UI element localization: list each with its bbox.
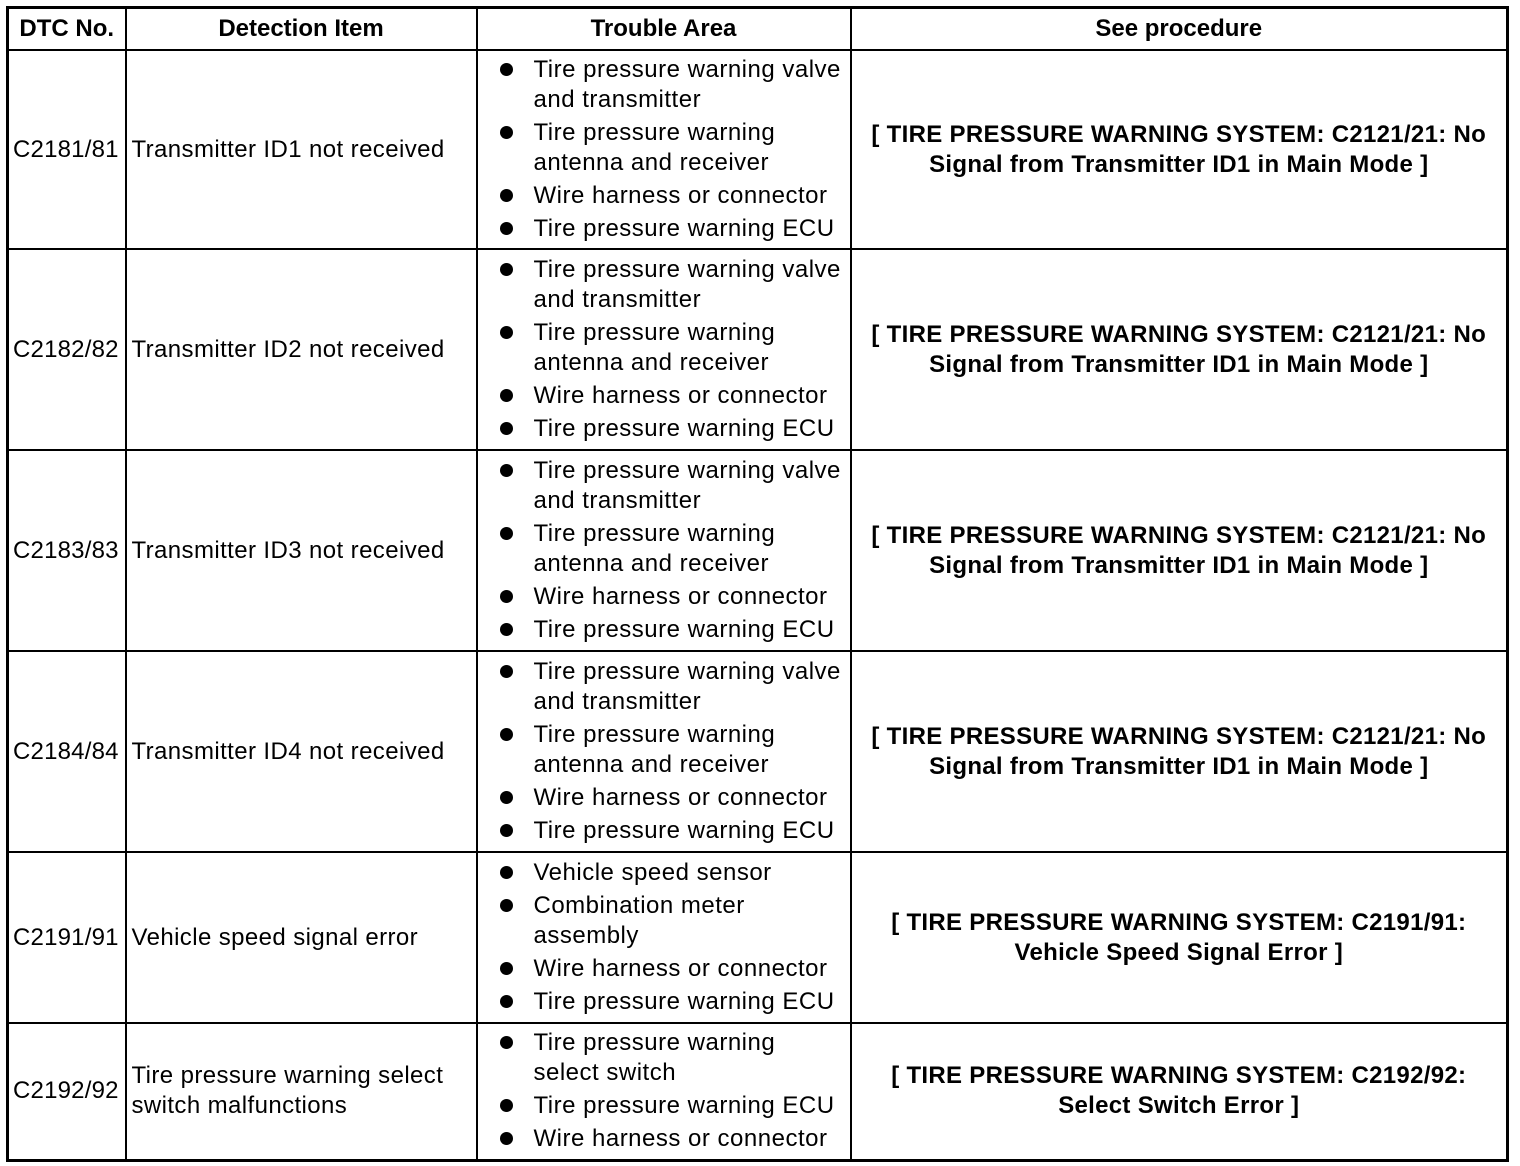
list-item [500, 720, 844, 780]
trouble-area-text: Tire pressure warning valve and transmitter [533, 658, 841, 715]
trouble-area-cell [477, 249, 851, 450]
trouble-area-text: Tire pressure warning valve and transmitter [533, 457, 841, 514]
bullet-icon [500, 126, 513, 139]
dtc-table [6, 6, 1509, 1162]
list-item [500, 1124, 844, 1154]
bullet-icon [500, 63, 513, 76]
procedure-link[interactable]: [ TIRE PRESSURE WARNING SYSTEM: C2121/21: No Signal from Transmitter ID1 in Main Mode ] [851, 651, 1508, 852]
procedure-link[interactable]: [ TIRE PRESSURE WARNING SYSTEM: C2121/21: No Signal from Transmitter ID1 in Main Mode ] [851, 450, 1508, 651]
trouble-area-list [500, 858, 844, 1017]
bullet-icon [500, 464, 513, 477]
bullet-icon [500, 1036, 513, 1049]
dtc-code: C2191/91 [8, 852, 126, 1023]
trouble-area-text: Wire harness or connector [533, 382, 828, 409]
dtc-code: C2183/83 [8, 450, 126, 651]
detection-item: Transmitter ID2 not received [126, 249, 477, 450]
bullet-icon [500, 590, 513, 603]
dtc-code: C2182/82 [8, 249, 126, 450]
procedure-link[interactable]: [ TIRE PRESSURE WARNING SYSTEM: C2121/21: No Signal from Transmitter ID1 in Main Mode ] [851, 249, 1508, 450]
list-item [500, 118, 844, 178]
list-item [500, 582, 844, 612]
table-row [8, 50, 1508, 249]
detection-item: Tire pressure warning select switch malfunctions [126, 1023, 477, 1160]
table-row [8, 852, 1508, 1023]
trouble-area-list [500, 255, 844, 444]
trouble-area-cell [477, 1023, 851, 1160]
trouble-area-text: Vehicle speed sensor [533, 859, 772, 886]
list-item [500, 891, 844, 951]
detection-item: Transmitter ID4 not received [126, 651, 477, 852]
dtc-code: C2192/92 [8, 1023, 126, 1160]
bullet-icon [500, 866, 513, 879]
trouble-area-list [500, 1028, 844, 1154]
trouble-area-text: Tire pressure warning valve and transmitter [533, 256, 841, 313]
list-item [500, 858, 844, 888]
list-item [500, 954, 844, 984]
list-item [500, 255, 844, 315]
bullet-icon [500, 389, 513, 402]
bullet-icon [500, 995, 513, 1008]
bullet-icon [500, 623, 513, 636]
bullet-icon [500, 422, 513, 435]
trouble-area-list [500, 55, 844, 244]
trouble-area-text: Wire harness or connector [533, 583, 828, 610]
trouble-area-text: Wire harness or connector [533, 1125, 828, 1153]
bullet-icon [500, 326, 513, 339]
trouble-area-text: Tire pressure warning ECU [533, 215, 835, 242]
bullet-icon [500, 1099, 513, 1112]
trouble-area-cell [477, 50, 851, 249]
list-item [500, 783, 844, 813]
dtc-code: C2181/81 [8, 50, 126, 249]
table-row [8, 1023, 1508, 1160]
bullet-icon [500, 222, 513, 235]
list-item [500, 381, 844, 411]
trouble-area-text: Wire harness or connector [533, 784, 828, 811]
trouble-area-text: Tire pressure warning antenna and receiver [533, 721, 776, 778]
detection-item: Vehicle speed signal error [126, 852, 477, 1023]
list-item [500, 181, 844, 211]
trouble-area-text: Tire pressure warning ECU [533, 1092, 835, 1120]
bullet-icon [500, 1132, 513, 1145]
trouble-area-cell [477, 852, 851, 1023]
list-item [500, 214, 844, 244]
bullet-icon [500, 791, 513, 804]
procedure-link[interactable]: [ TIRE PRESSURE WARNING SYSTEM: C2191/91: Vehicle Speed Signal Error ] [851, 852, 1508, 1023]
trouble-area-text: Tire pressure warning ECU [533, 415, 835, 442]
bullet-icon [500, 665, 513, 678]
detection-item: Transmitter ID3 not received [126, 450, 477, 651]
header-trouble-area: Trouble Area [477, 8, 851, 51]
trouble-area-text: Tire pressure warning valve and transmitter [533, 56, 841, 113]
trouble-area-list [500, 657, 844, 846]
bullet-icon [500, 899, 513, 912]
list-item [500, 318, 844, 378]
list-item [500, 414, 844, 444]
bullet-icon [500, 962, 513, 975]
trouble-area-cell [477, 651, 851, 852]
trouble-area-text: Tire pressure warning ECU [533, 988, 835, 1015]
procedure-link[interactable]: [ TIRE PRESSURE WARNING SYSTEM: C2121/21: No Signal from Transmitter ID1 in Main Mode ] [851, 50, 1508, 249]
detection-item: Transmitter ID1 not received [126, 50, 477, 249]
list-item [500, 987, 844, 1017]
bullet-icon [500, 189, 513, 202]
header-row [8, 8, 1508, 51]
header-detection-item: Detection Item [126, 8, 477, 51]
procedure-link[interactable]: [ TIRE PRESSURE WARNING SYSTEM: C2192/92: Select Switch Error ] [851, 1023, 1508, 1160]
trouble-area-text: Wire harness or connector [533, 182, 828, 209]
table-row [8, 450, 1508, 651]
table-row [8, 249, 1508, 450]
trouble-area-list [500, 456, 844, 645]
bullet-icon [500, 263, 513, 276]
bullet-icon [500, 824, 513, 837]
trouble-area-text: Tire pressure warning ECU [533, 616, 835, 643]
list-item [500, 1091, 844, 1121]
header-see-procedure: See procedure [851, 8, 1508, 51]
list-item [500, 615, 844, 645]
trouble-area-text: Tire pressure warning antenna and receiver [533, 119, 776, 176]
dtc-code: C2184/84 [8, 651, 126, 852]
list-item [500, 816, 844, 846]
list-item [500, 1028, 844, 1088]
list-item [500, 657, 844, 717]
trouble-area-text: Combination meter assembly [533, 892, 745, 949]
trouble-area-text: Tire pressure warning antenna and receiver [533, 319, 776, 376]
bullet-icon [500, 728, 513, 741]
table-row [8, 651, 1508, 852]
header-dtc-no: DTC No. [8, 8, 126, 51]
trouble-area-text: Tire pressure warning ECU [533, 817, 835, 844]
list-item [500, 519, 844, 579]
bullet-icon [500, 527, 513, 540]
trouble-area-text: Tire pressure warning antenna and receiver [533, 520, 776, 577]
trouble-area-text: Tire pressure warning select switch [533, 1029, 776, 1087]
list-item [500, 456, 844, 516]
list-item [500, 55, 844, 115]
trouble-area-text: Wire harness or connector [533, 955, 828, 982]
trouble-area-cell [477, 450, 851, 651]
